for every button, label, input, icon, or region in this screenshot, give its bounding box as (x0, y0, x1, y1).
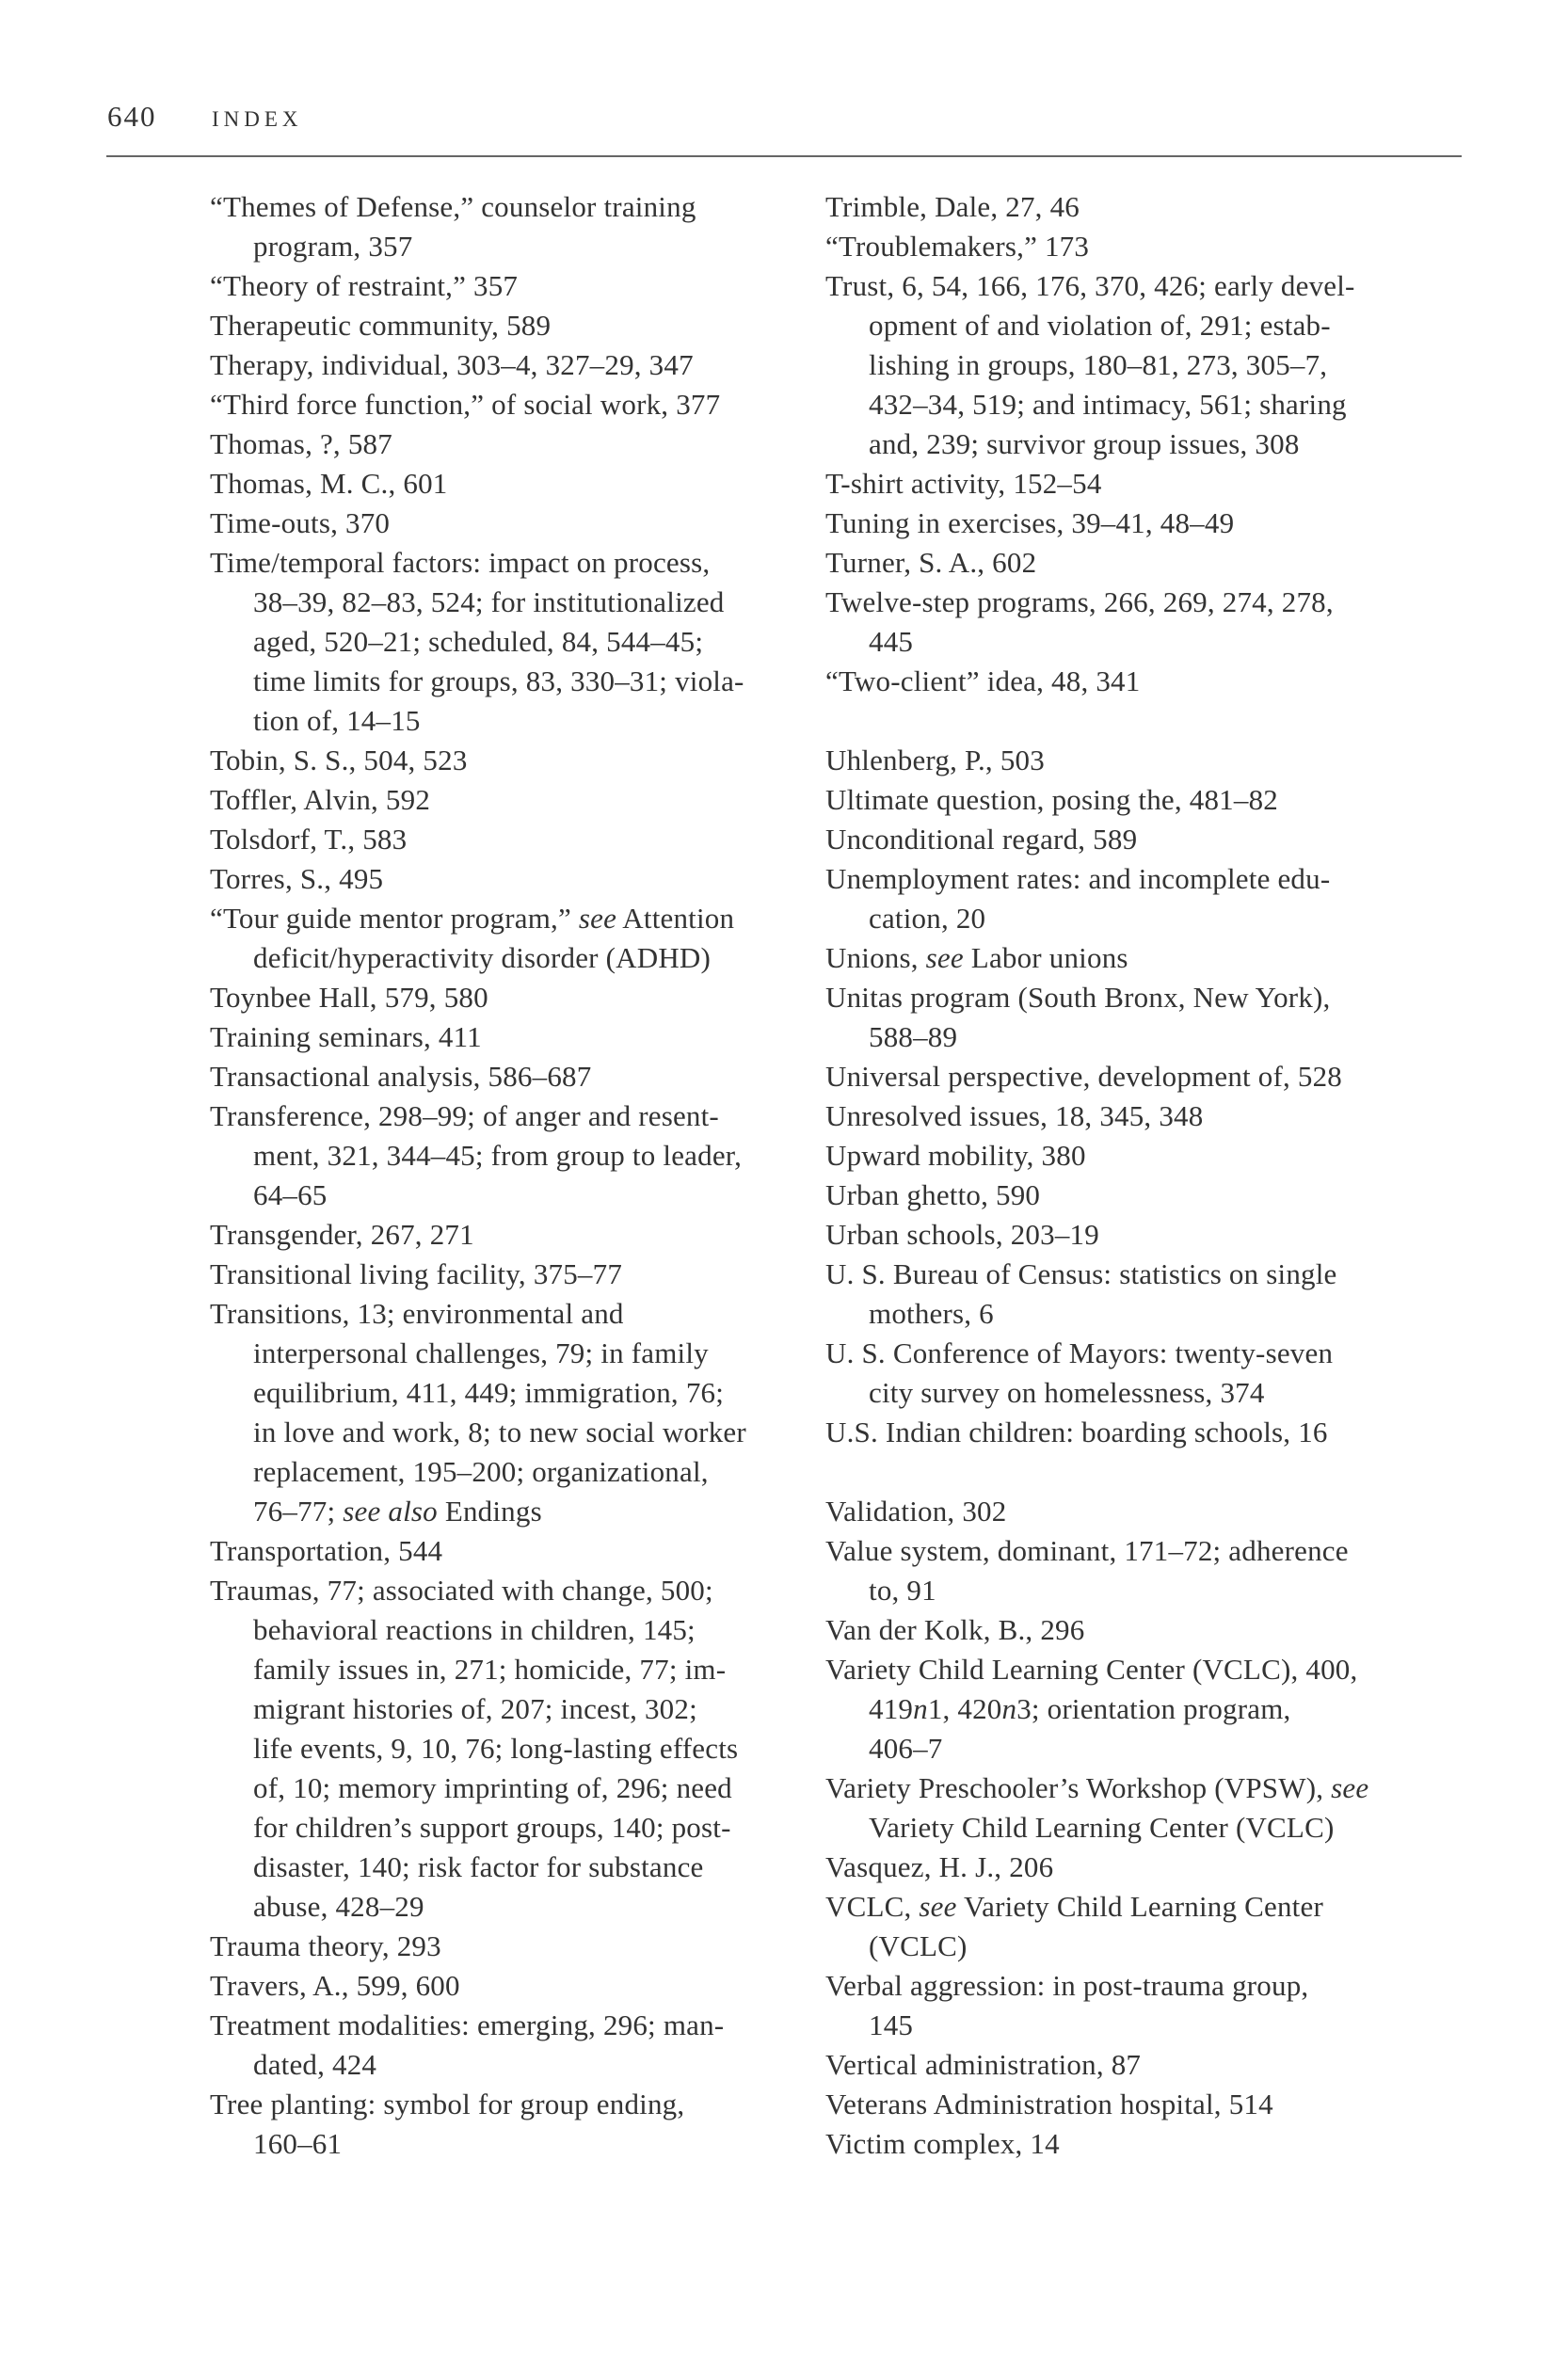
entry-text: and, 239; survivor group issues, 308 (869, 427, 1300, 460)
entry-text: “Two-client” idea, 48, 341 (825, 664, 1141, 697)
entry-text: Ultimate question, posing the, 481–82 (825, 783, 1278, 816)
index-entry-line (210, 1492, 746, 1531)
entry-text: Unemployment rates: and incomplete edu- (825, 862, 1331, 895)
index-entry-line (210, 978, 746, 1017)
entry-text: Twelve-step programs, 266, 269, 274, 278, (825, 585, 1334, 618)
index-entry-line (825, 1096, 1368, 1136)
entry-text: “Themes of Defense,” counselor training (210, 190, 696, 223)
entry-text: 3; orientation program, (1016, 1692, 1291, 1725)
index-entry-line (825, 1650, 1368, 1689)
index-entry-line (825, 1176, 1368, 1215)
index-entry-line (210, 583, 746, 622)
index-entry-line (210, 1848, 746, 1887)
index-entry-line (825, 306, 1368, 345)
entry-text: Time/temporal factors: impact on process, (210, 546, 711, 579)
index-entry-line (825, 859, 1368, 899)
running-head: INDEX (212, 107, 303, 131)
index-entry-line (210, 1768, 746, 1808)
entry-text: city survey on homelessness, 374 (869, 1376, 1265, 1409)
entry-text: time limits for groups, 83, 330–31; viola- (253, 664, 744, 697)
index-entry-line (210, 1966, 746, 2006)
entry-text: Time-outs, 370 (210, 506, 391, 539)
index-entry-line (210, 2085, 746, 2124)
entry-text: Thomas, ?, 587 (210, 427, 392, 460)
index-entry-line (825, 978, 1368, 1017)
index-entry-line (210, 938, 746, 978)
index-entry-line (210, 1413, 746, 1452)
index-entry-line (210, 701, 746, 741)
entry-text: for children’s support groups, 140; post- (253, 1811, 731, 1844)
index-entry-line (210, 1373, 746, 1413)
cross-reference-text: see (1331, 1771, 1369, 1804)
entry-text: “Third force function,” of social work, 377 (210, 388, 721, 421)
index-entry-line (210, 820, 746, 859)
index-entry-line (825, 187, 1368, 227)
entry-text: replacement, 195–200; organizational, (253, 1455, 709, 1488)
index-entry-line (825, 385, 1368, 424)
index-blank-line (825, 1452, 1368, 1492)
entry-text: Uhlenberg, P., 503 (825, 744, 1045, 776)
entry-text: 406–7 (869, 1732, 943, 1765)
index-entry-line (825, 1136, 1368, 1176)
index-entry-line (210, 741, 746, 780)
entry-text: 38–39, 82–83, 524; for institutionalized (253, 585, 725, 618)
entry-text: Variety Child Learning Center (VCLC) (869, 1811, 1335, 1844)
index-entry-line (825, 899, 1368, 938)
entry-text: 1, 420 (927, 1692, 1002, 1725)
index-entry-line (825, 938, 1368, 978)
entry-text: 588–89 (869, 1020, 958, 1053)
index-entry-line (210, 1017, 746, 1057)
entry-text: Variety Child Learning Center (VCLC), 400, (825, 1653, 1358, 1686)
entry-text: Thomas, M. C., 601 (210, 467, 448, 500)
entry-text: Validation, 302 (825, 1495, 1007, 1528)
entry-text: Transitional living facility, 375–77 (210, 1257, 623, 1290)
entry-text: Vertical administration, 87 (825, 2048, 1142, 2081)
entry-text: Transference, 298–99; of anger and resent- (210, 1099, 719, 1132)
entry-text: aged, 520–21; scheduled, 84, 544–45; (253, 625, 704, 658)
index-entry-line (825, 345, 1368, 385)
index-entry-line (825, 780, 1368, 820)
index-entry-line (825, 741, 1368, 780)
entry-text: 145 (869, 2008, 914, 2041)
index-entry-line (825, 1492, 1368, 1531)
index-entry-line (210, 2124, 746, 2164)
index-entry-line (825, 2045, 1368, 2085)
index-entry-line (825, 583, 1368, 622)
entry-text: Toffler, Alvin, 592 (210, 783, 431, 816)
index-entry-line (825, 1017, 1368, 1057)
cross-reference-text: see (925, 941, 964, 974)
index-entry-line (825, 1966, 1368, 2006)
index-entry-line (210, 2006, 746, 2045)
index-entry-line (210, 1927, 746, 1966)
entry-text: Travers, A., 599, 600 (210, 1969, 460, 2002)
entry-text: Value system, dominant, 171–72; adherence (825, 1534, 1349, 1567)
index-entry-line (210, 1531, 746, 1571)
entry-text: U. S. Conference of Mayors: twenty-seven (825, 1336, 1334, 1369)
entry-text: 432–34, 519; and intimacy, 561; sharing (869, 388, 1347, 421)
entry-text: Verbal aggression: in post-trauma group, (825, 1969, 1309, 2002)
index-entry-line (825, 1729, 1368, 1768)
entry-text: deficit/hyperactivity disorder (ADHD) (253, 941, 712, 974)
index-entry-line (210, 306, 746, 345)
index-column-left (210, 187, 746, 2164)
index-entry-line (825, 2124, 1368, 2164)
index-entry-line (825, 1610, 1368, 1650)
entry-text: equilibrium, 411, 449; immigration, 76; (253, 1376, 725, 1409)
index-entry-line (825, 1808, 1368, 1848)
entry-text: abuse, 428–29 (253, 1890, 424, 1923)
index-entry-line (210, 385, 746, 424)
index-entry-line (210, 1571, 746, 1610)
index-entry-line (825, 1373, 1368, 1413)
entry-text: Universal perspective, development of, 528 (825, 1060, 1343, 1093)
entry-text: U.S. Indian children: boarding schools, 16 (825, 1416, 1328, 1448)
entry-text: Tuning in exercises, 39–41, 48–49 (825, 506, 1235, 539)
entry-text: (VCLC) (869, 1929, 968, 1962)
entry-text: lishing in groups, 180–81, 273, 305–7, (869, 348, 1328, 381)
index-entry-line (210, 504, 746, 543)
cross-reference-text: n (1001, 1692, 1017, 1725)
entry-text: 160–61 (253, 2127, 343, 2160)
entry-text: family issues in, 271; homicide, 77; im- (253, 1653, 727, 1686)
entry-text: Trauma theory, 293 (210, 1929, 441, 1962)
entry-text: Transgender, 267, 271 (210, 1218, 474, 1251)
entry-text: Attention (616, 902, 735, 935)
index-entry-line (210, 1096, 746, 1136)
index-entry-line (825, 1215, 1368, 1255)
index-entry-line (825, 1531, 1368, 1571)
entry-text: Transitions, 13; environmental and (210, 1297, 624, 1330)
index-entry-line (825, 1413, 1368, 1452)
index-entry-line (210, 1610, 746, 1650)
entry-text: Urban schools, 203–19 (825, 1218, 1099, 1251)
index-entry-line (210, 1255, 746, 1294)
entry-text: Unconditional regard, 589 (825, 823, 1138, 856)
index-entry-line (210, 2045, 746, 2085)
index-entry-line (825, 1689, 1368, 1729)
entry-text: Unresolved issues, 18, 345, 348 (825, 1099, 1204, 1132)
entry-text: of, 10; memory imprinting of, 296; need (253, 1771, 732, 1804)
index-entry-line (210, 1452, 746, 1492)
entry-text: migrant histories of, 207; incest, 302; (253, 1692, 697, 1725)
entry-text: interpersonal challenges, 79; in family (253, 1336, 709, 1369)
index-entry-line (210, 622, 746, 662)
entry-text: ment, 321, 344–45; from group to leader, (253, 1139, 743, 1172)
index-entry-line (210, 1294, 746, 1334)
entry-text: Upward mobility, 380 (825, 1139, 1086, 1172)
entry-text: Vasquez, H. J., 206 (825, 1850, 1054, 1883)
entry-text: life events, 9, 10, 76; long-lasting effects (253, 1732, 739, 1765)
index-entry-line (210, 1650, 746, 1689)
index-entry-line (825, 1887, 1368, 1927)
entry-text: opment of and violation of, 291; estab- (869, 309, 1331, 342)
index-entry-line (210, 859, 746, 899)
index-entry-line (825, 1334, 1368, 1373)
index-entry-line (210, 1334, 746, 1373)
entry-text: tion of, 14–15 (253, 704, 421, 737)
entry-text: “Tour guide mentor program,” (210, 902, 579, 935)
index-entry-line (825, 622, 1368, 662)
index-entry-line (210, 1689, 746, 1729)
entry-text: Unions, (825, 941, 926, 974)
entry-text: Trimble, Dale, 27, 46 (825, 190, 1080, 223)
entry-text: cation, 20 (869, 902, 986, 935)
index-entry-line (825, 543, 1368, 583)
entry-text: T-shirt activity, 152–54 (825, 467, 1102, 500)
entry-text: Torres, S., 495 (210, 862, 384, 895)
entry-text: dated, 424 (253, 2048, 377, 2081)
entry-text: Victim complex, 14 (825, 2127, 1060, 2160)
entry-text: Training seminars, 411 (210, 1020, 482, 1053)
entry-text: Therapeutic community, 589 (210, 309, 552, 342)
index-entry-line (825, 227, 1368, 266)
entry-text: “Theory of restraint,” 357 (210, 269, 519, 302)
index-entry-line (825, 1927, 1368, 1966)
entry-text: Endings (437, 1495, 542, 1528)
index-entry-line (825, 1848, 1368, 1887)
entry-text: to, 91 (869, 1574, 936, 1607)
index-entry-line (210, 1729, 746, 1768)
entry-text: Variety Child Learning Center (956, 1890, 1323, 1923)
index-entry-line (825, 1294, 1368, 1334)
index-entry-line (825, 1571, 1368, 1610)
entry-text: Trust, 6, 54, 166, 176, 370, 426; early devel- (825, 269, 1355, 302)
entry-text: VCLC, (825, 1890, 920, 1923)
cross-reference-text: see also (343, 1495, 438, 1528)
index-entry-line (210, 1808, 746, 1848)
index-entry-line (825, 1768, 1368, 1808)
index-entry-line (825, 464, 1368, 504)
index-entry-line (210, 227, 746, 266)
cross-reference-text: n (913, 1692, 928, 1725)
entry-text: Tree planting: symbol for group ending, (210, 2088, 685, 2120)
index-entry-line (210, 662, 746, 701)
entry-text: Tolsdorf, T., 583 (210, 823, 408, 856)
index-column-right (825, 187, 1368, 2164)
entry-text: Transportation, 544 (210, 1534, 443, 1567)
index-entry-line (825, 1255, 1368, 1294)
index-blank-line (825, 701, 1368, 741)
page-number: 640 (107, 100, 157, 133)
entry-text: 76–77; (253, 1495, 344, 1528)
index-entry-line (825, 1057, 1368, 1096)
entry-text: in love and work, 8; to new social worker (253, 1416, 746, 1448)
entry-text: Turner, S. A., 602 (825, 546, 1037, 579)
index-entry-line (210, 899, 746, 938)
index-entry-line (210, 1057, 746, 1096)
entry-text: U. S. Bureau of Census: statistics on single (825, 1257, 1337, 1290)
index-entry-line (825, 424, 1368, 464)
index-entry-line (210, 424, 746, 464)
entry-text: Van der Kolk, B., 296 (825, 1613, 1085, 1646)
entry-text: Veterans Administration hospital, 514 (825, 2088, 1273, 2120)
index-entry-line (825, 266, 1368, 306)
index-entry-line (825, 2006, 1368, 2045)
entry-text: Toynbee Hall, 579, 580 (210, 981, 488, 1014)
entry-text: Treatment modalities: emerging, 296; man- (210, 2008, 725, 2041)
entry-text: program, 357 (253, 230, 413, 263)
index-entry-line (825, 820, 1368, 859)
entry-text: Tobin, S. S., 504, 523 (210, 744, 468, 776)
index-entry-line (210, 780, 746, 820)
entry-text: Therapy, individual, 303–4, 327–29, 347 (210, 348, 694, 381)
entry-text: Unitas program (South Bronx, New York), (825, 981, 1331, 1014)
entry-text: 445 (869, 625, 914, 658)
entry-text: Labor unions (963, 941, 1128, 974)
cross-reference-text: see (919, 1890, 957, 1923)
index-entry-line (825, 662, 1368, 701)
index-entry-line (210, 543, 746, 583)
index-entry-line (825, 2085, 1368, 2124)
index-entry-line (210, 187, 746, 227)
index-entry-line (210, 266, 746, 306)
entry-text: Variety Preschooler’s Workshop (VPSW), (825, 1771, 1332, 1804)
entry-text: 419 (869, 1692, 914, 1725)
index-entry-line (210, 1176, 746, 1215)
index-entry-line (210, 464, 746, 504)
entry-text: Transactional analysis, 586–687 (210, 1060, 592, 1093)
cross-reference-text: see (578, 902, 617, 935)
entry-text: Traumas, 77; associated with change, 500; (210, 1574, 713, 1607)
entry-text: “Troublemakers,” 173 (825, 230, 1090, 263)
entry-text: behavioral reactions in children, 145; (253, 1613, 696, 1646)
entry-text: mothers, 6 (869, 1297, 994, 1330)
index-entry-line (825, 504, 1368, 543)
entry-text: Urban ghetto, 590 (825, 1178, 1041, 1211)
index-entry-line (210, 1887, 746, 1927)
index-entry-line (210, 345, 746, 385)
header-rule (106, 155, 1462, 157)
entry-text: 64–65 (253, 1178, 328, 1211)
index-entry-line (210, 1215, 746, 1255)
index-entry-line (210, 1136, 746, 1176)
entry-text: disaster, 140; risk factor for substance (253, 1850, 704, 1883)
